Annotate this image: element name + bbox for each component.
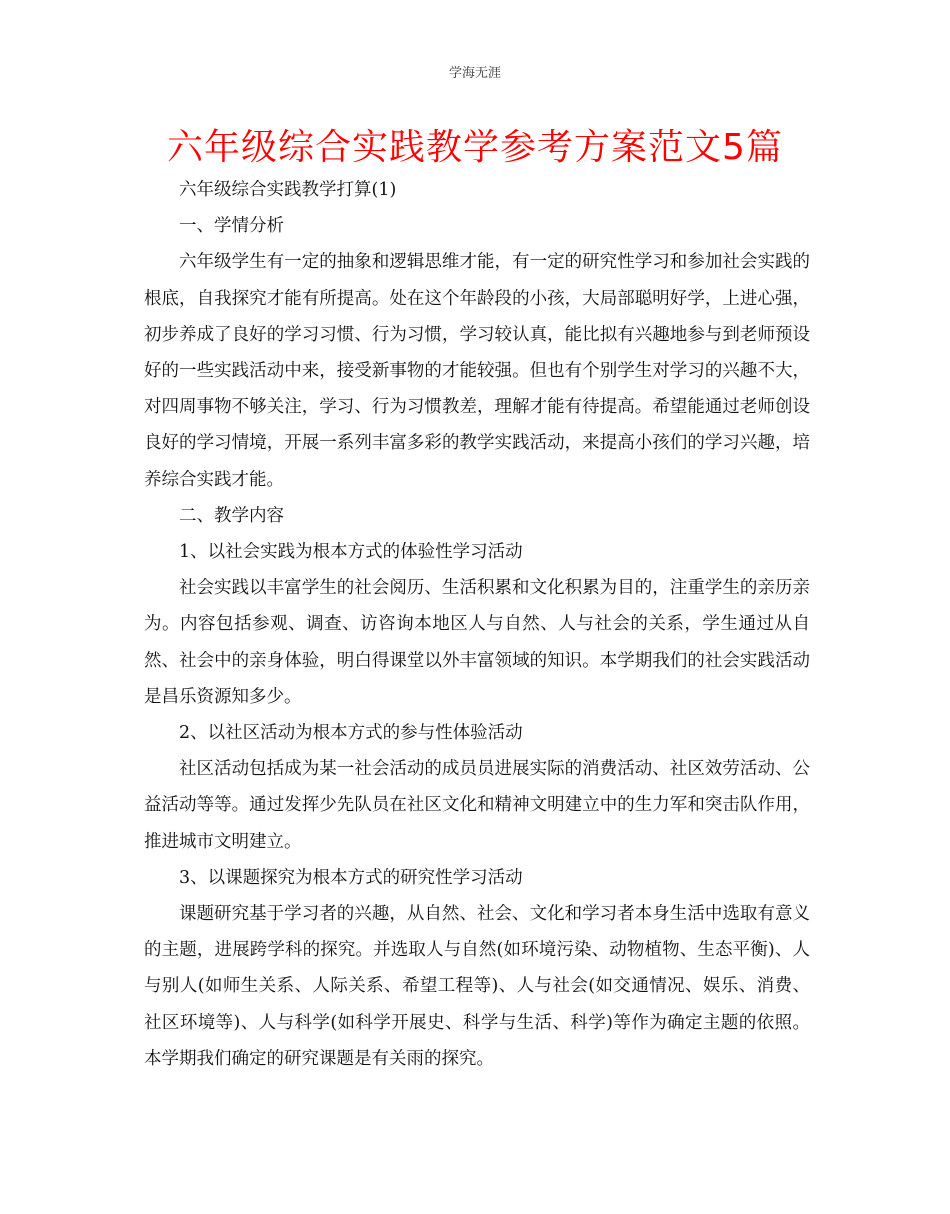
paragraph-community: 社区活动包括成为某一社会活动的成员员进展实际的消费活动、社区效劳活动、公益活动等等。通过发挥少先队员在社区文化和精神文明建立中的生力军和突击队作用，推进城市文明建立。 (144, 759, 810, 852)
paragraph-social-practice: 社会实践以丰富学生的社会阅历、生活积累和文化积累为目的，注重学生的亲历亲为。内容包括参观、调查、访咨询本地区人与自然、人与社会的关系，学生通过从自然、社会中的亲身体验，明白得课堂以外丰富领域的知识。本学期我们的社会实践活动是昌乐资源知多少。 (144, 578, 810, 707)
running-header: 学海无涯 (448, 66, 501, 81)
section-heading-analysis: 一、学情分析 (179, 216, 284, 237)
document-title: 六年级综合实践教学参考方案范文5篇 (167, 127, 783, 168)
paragraph-plan-heading: 六年级综合实践教学打算(1) (179, 180, 397, 200)
paragraph-analysis: 六年级学生有一定的抽象和逻辑思维才能，有一定的研究性学习和参加社会实践的根底，自我探究才能有所提高。处在这个年龄段的小孩，大局部聪明好学，上进心强，初步养成了良好的学习习惯、行为习惯，学习较认真，能比拟有兴趣地参与到老师预设好的一些实践活动中来，接受新事物的才能较强。但也有个别学生对学习的兴趣不大，对四周事物不够关注，学习、行为习惯教差，理解才能有待提高。希望能通过老师创设良好的学习情境，开展一系列丰富多彩的教学实践活动，来提高小孩们的学习兴趣，培养综合实践才能。 (144, 252, 810, 490)
paragraph-research: 课题研究基于学习者的兴趣，从自然、社会、文化和学习者本身生活中选取有意义的主题，进展跨学科的探究。并选取人与自然(如环境污染、动物植物、生态平衡)、人与别人(如师生关系、人际关系、希望工程等)、人与社会(如交通情况、娱乐、消费、社区环境等)、人与科学(如科学开展史、科学与生活、科学)等作为确定主题的依照。本学期我们确定的研究课题是有关雨的探究。 (144, 904, 810, 1069)
section-heading-content: 二、教学内容 (179, 505, 284, 526)
subheading-research: 3、以课题探究为根本方式的研究性学习活动 (179, 867, 523, 888)
subheading-social-practice: 1、以社会实践为根本方式的体验性学习活动 (179, 542, 523, 563)
document-body (144, 172, 810, 1077)
subheading-community: 2、以社区活动为根本方式的参与性体验活动 (179, 723, 523, 744)
